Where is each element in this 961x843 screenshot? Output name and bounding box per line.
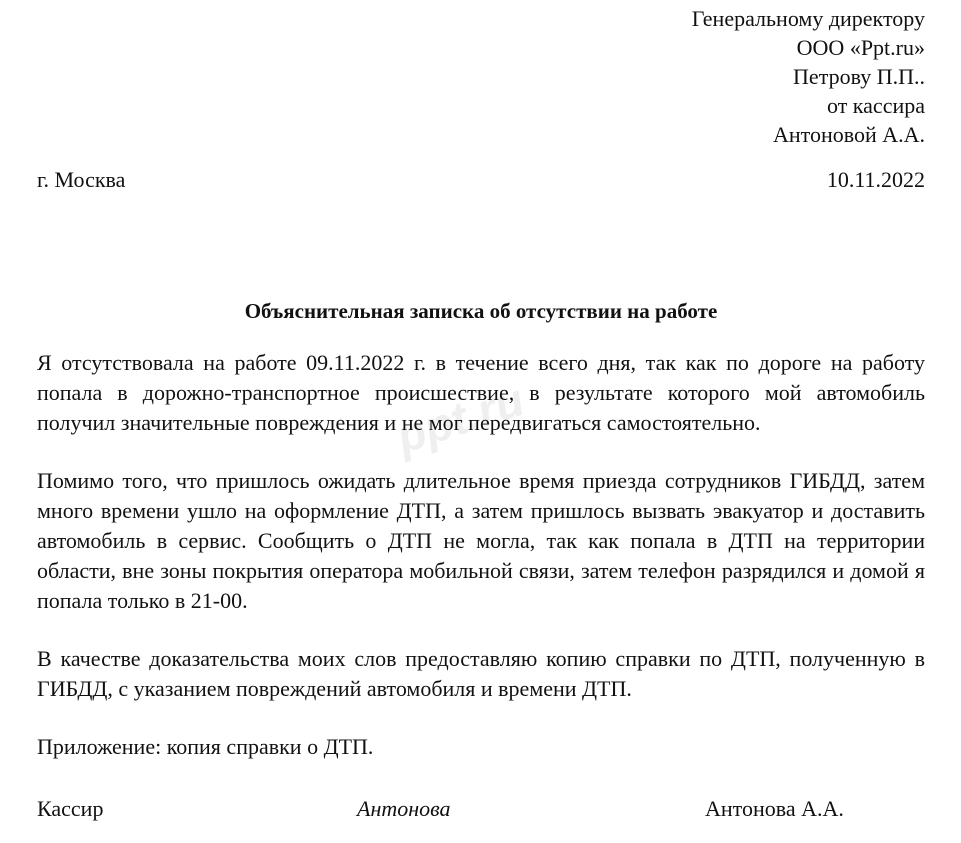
attachment-note: Приложение: копия справки о ДТП. [37, 734, 374, 759]
addressee-block [425, 4, 925, 149]
paragraph: В качестве доказательства моих слов предоставляю копию справки по ДТП, полученную в ГИБДД, с указанием повреждений автомобиля и времени ДТП. [37, 646, 925, 701]
paragraph: Я отсутствовала на работе 09.11.2022 г. в течение всего дня, так как по дороге на работу попала в дорожно-транспортное происшествие, в результате которого мой автомобиль получил значительные повреждения и не мог передвигаться самостоятельно. [37, 350, 925, 435]
watermark: ppt.ru [390, 373, 531, 463]
addressee-line: ООО «Ppt.ru» [796, 35, 925, 60]
addressee-line: Петрову П.П.. [793, 64, 925, 89]
handwritten-signature: Антонова [357, 796, 451, 821]
date: 10.11.2022 [826, 167, 925, 192]
document-title: Объяснительная записка об отсутствии на работе [244, 299, 718, 323]
signer-position: Кассир [37, 796, 104, 821]
addressee-line: Антоновой А.А. [772, 122, 925, 147]
document-body [37, 348, 925, 762]
addressee-line: от кассира [826, 93, 925, 118]
signature-row [37, 794, 925, 824]
place-date-row [37, 165, 925, 195]
addressee-line: Генеральному директору [691, 6, 925, 31]
place: г. Москва [37, 167, 126, 192]
signer-name: Антонова А.А. [705, 796, 844, 821]
paragraph: Помимо того, что пришлось ожидать длительное время приезда сотрудников ГИБДД, затем много времени ушло на оформление ДТП, а затем пришлось вызвать эвакуатор и доставить автомобиль в сервис. Сообщить о ДТП не могла, так как попала в ДТП на территории области, вне зоны покрытия оператора мобильной связи, затем телефон разрядился и домой я попала только в 21-00. [37, 468, 925, 613]
